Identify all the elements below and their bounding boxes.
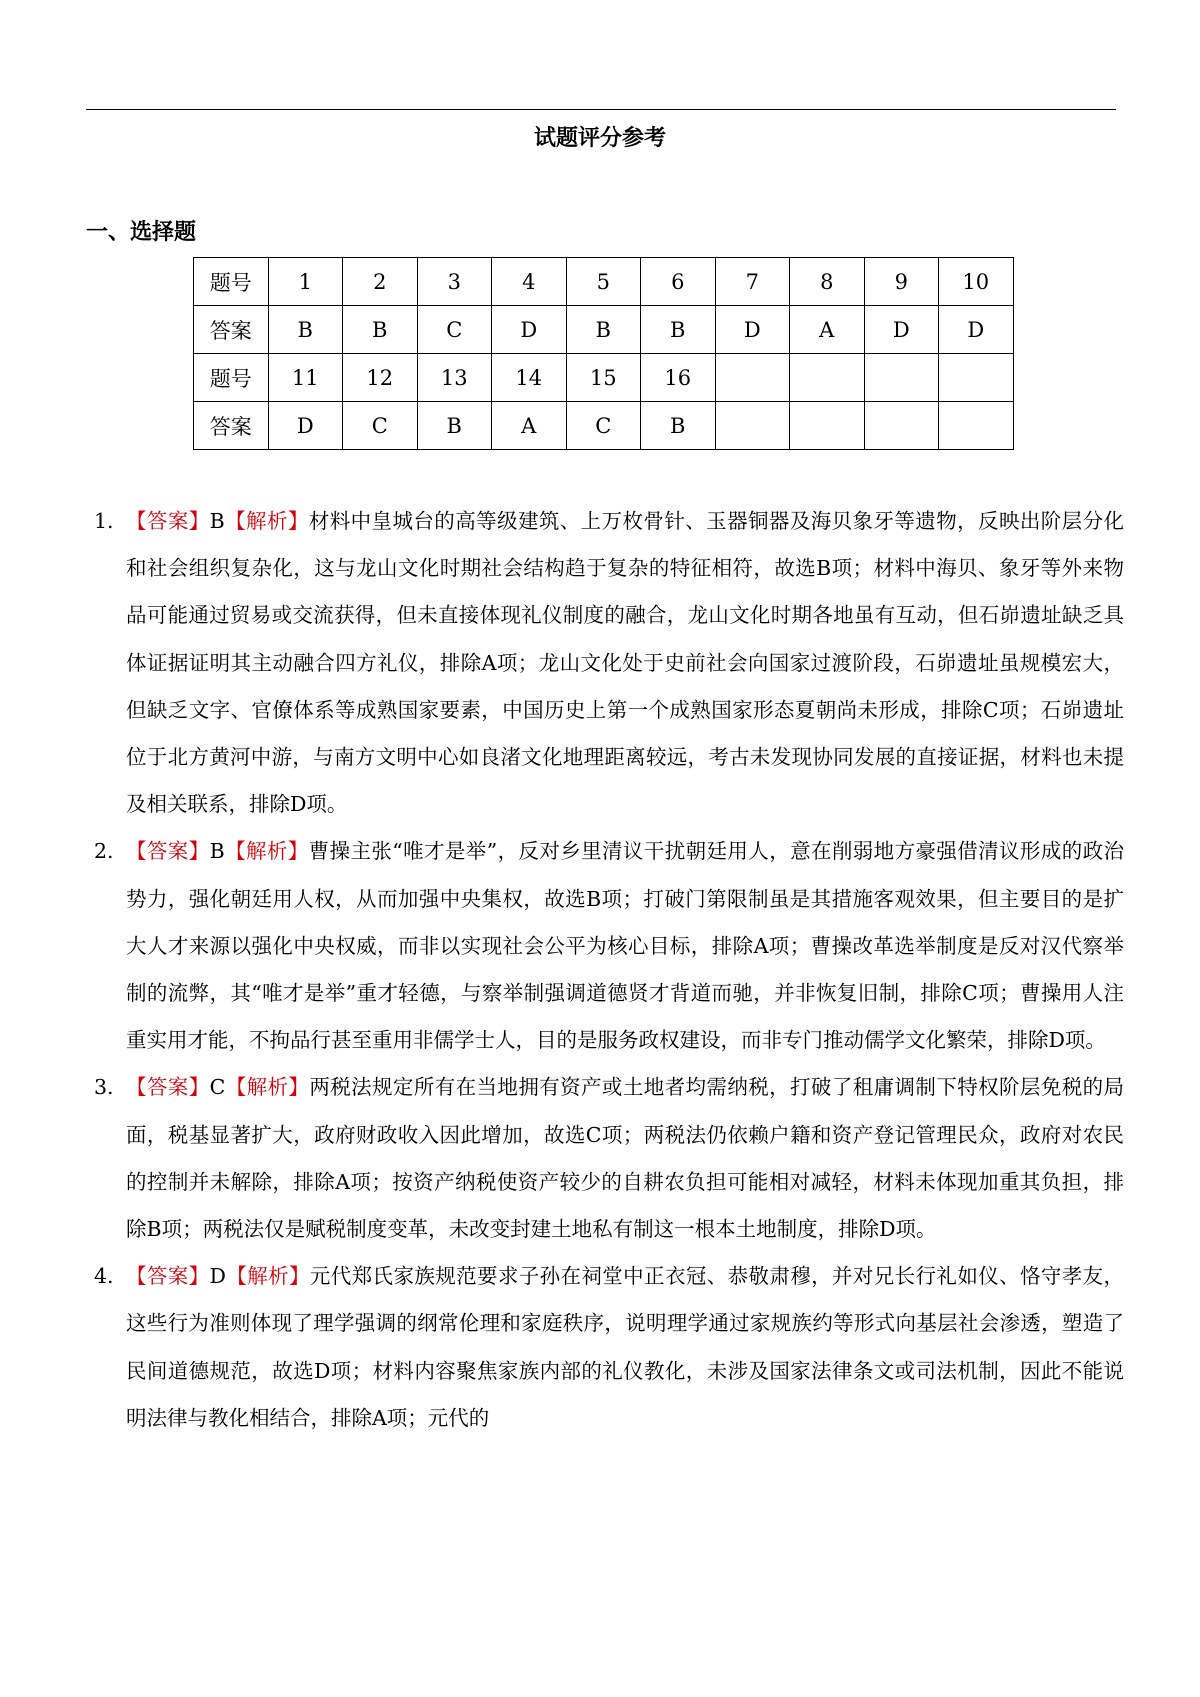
table-row-header: 题号 [194,258,269,306]
table-cell: 16 [641,354,716,402]
table-cell: 1 [268,258,343,306]
table-cell: 11 [268,354,343,402]
table-cell: B [343,306,418,354]
table-cell: B [417,402,492,450]
table-cell: 13 [417,354,492,402]
header-rule [86,109,1116,110]
item-number: 2. [94,839,114,864]
section-heading: 一、选择题 [86,220,197,245]
table-row [194,258,1014,306]
analysis-tag: 【解析】 [224,509,309,533]
table-cell: 12 [343,354,418,402]
table-cell [939,354,1014,402]
table-cell: B [641,402,716,450]
table-cell: 4 [492,258,567,306]
answer-letter: C [209,1075,226,1100]
table-cell [864,354,939,402]
explanation-list [94,498,1124,1442]
answer-tag: 【答案】 [126,509,210,533]
page-title: 试题评分参考 [533,126,666,151]
table-cell: B [641,306,716,354]
table-row-header: 答案 [194,306,269,354]
table-cell: D [864,306,939,354]
table-cell: 9 [864,258,939,306]
item-number: 1. [94,509,114,533]
table-cell: C [566,402,641,450]
answer-letter: B [209,509,225,533]
table-cell: 6 [641,258,716,306]
table-cell [790,402,865,450]
table-cell: D [715,306,790,354]
table-row-header: 题号 [194,354,269,402]
table-cell: 3 [417,258,492,306]
table-cell: 5 [566,258,641,306]
table-cell [715,402,790,450]
table-row [194,306,1014,354]
table-cell: 15 [566,354,641,402]
table-row [194,354,1014,402]
table-row-header: 答案 [194,402,269,450]
analysis-tag: 【解析】 [225,1075,310,1100]
table-cell: 10 [939,258,1014,306]
table-cell: 2 [343,258,418,306]
explanation-item [94,498,1124,828]
analysis-text: 材料中皇城台的高等级建筑、上万枚骨针、玉器铜器及海贝象牙等遗物，反映出阶层分化和社会组织复杂化，这与龙山文化时期社会结构趋于复杂的特征相符，故选B项；材料中海贝、象牙等外来物品可能通过贸易或交流获得，但未直接体现礼仪制度的融合，龙山文化时期各地虽有互动，但石峁遗址缺乏具体证据证明其主动融合四方礼仪，排除A项；龙山文化处于史前社会向国家过渡阶段，石峁遗址虽规模宏大，但缺乏文字、官僚体系等成熟国家要素，中国历史上第一个成熟国家形态夏朝尚未形成，排除C项；石峁遗址位于北方黄河中游，与南方文明中心如良渚文化地理距离较远，考古未发现协同发展的直接证据，材料也未提及相关联系，排除D项。 [126,509,1125,817]
table-row [194,402,1014,450]
explanation-item [94,1064,1124,1253]
answer-tag: 【答案】 [126,839,210,864]
answer-tag: 【答案】 [126,1264,210,1289]
analysis-text: 元代郑氏家族规范要求子孙在祠堂中正衣冠、恭敬肃穆，并对兄长行礼如仪、恪守孝友，这些行为准则体现了理学强调的纲常伦理和家庭秩序，说明理学通过家规族约等形式向基层社会渗透，塑造了民间道德规范，故选D项；材料内容聚焦家族内部的礼仪教化，未涉及国家法律条文或司法机制，因此不能说明法律与教化相结合，排除A项；元代的 [126,1264,1125,1430]
table-cell: 7 [715,258,790,306]
table-cell: 14 [492,354,567,402]
analysis-text: 曹操主张“唯才是举”，反对乡里清议干扰朝廷用人，意在削弱地方豪强借清议形成的政治势力，强化朝廷用人权，从而加强中央集权，故选B项；打破门第限制虽是其措施客观效果，但主要目的是扩大人才来源以强化中央权威，而非以实现社会公平为核心目标，排除A项；曹操改革选举制度是反对汉代察举制的流弊，其“唯才是举”重才轻德，与察举制强调道德贤才背道而驰，并非恢复旧制，排除C项；曹操用人注重实用才能，不拘品行甚至重用非儒学士人，目的是服务政权建设，而非专门推动儒学文化繁荣，排除D项。 [126,839,1125,1053]
answer-table [193,257,1014,450]
table-cell: B [268,306,343,354]
table-cell [864,402,939,450]
table-cell: 8 [790,258,865,306]
analysis-tag: 【解析】 [225,1264,310,1289]
item-number: 3. [94,1075,114,1100]
explanation-item [94,828,1124,1064]
table-cell [939,402,1014,450]
table-cell: A [790,306,865,354]
table-cell: B [566,306,641,354]
answer-tag: 【答案】 [126,1075,210,1100]
table-cell [715,354,790,402]
analysis-text: 两税法规定所有在当地拥有资产或土地者均需纳税，打破了租庸调制下特权阶层免税的局面，税基显著扩大，政府财政收入因此增加，故选C项；两税法仍依赖户籍和资产登记管理民众，政府对农民的控制并未解除，排除A项；按资产纳税使资产较少的自耕农负担可能相对减轻，材料未体现加重其负担，排除B项；两税法仅是赋税制度变革，未改变封建土地私有制这一根本土地制度，排除D项。 [126,1075,1125,1242]
answer-letter: B [209,839,225,864]
table-cell: D [268,402,343,450]
item-number: 4. [94,1264,114,1289]
analysis-tag: 【解析】 [224,839,309,864]
table-cell: A [492,402,567,450]
table-cell: C [343,402,418,450]
table-cell: D [492,306,567,354]
explanation-item [94,1253,1124,1442]
table-cell [790,354,865,402]
table-cell: D [939,306,1014,354]
answer-letter: D [209,1264,226,1289]
table-cell: C [417,306,492,354]
